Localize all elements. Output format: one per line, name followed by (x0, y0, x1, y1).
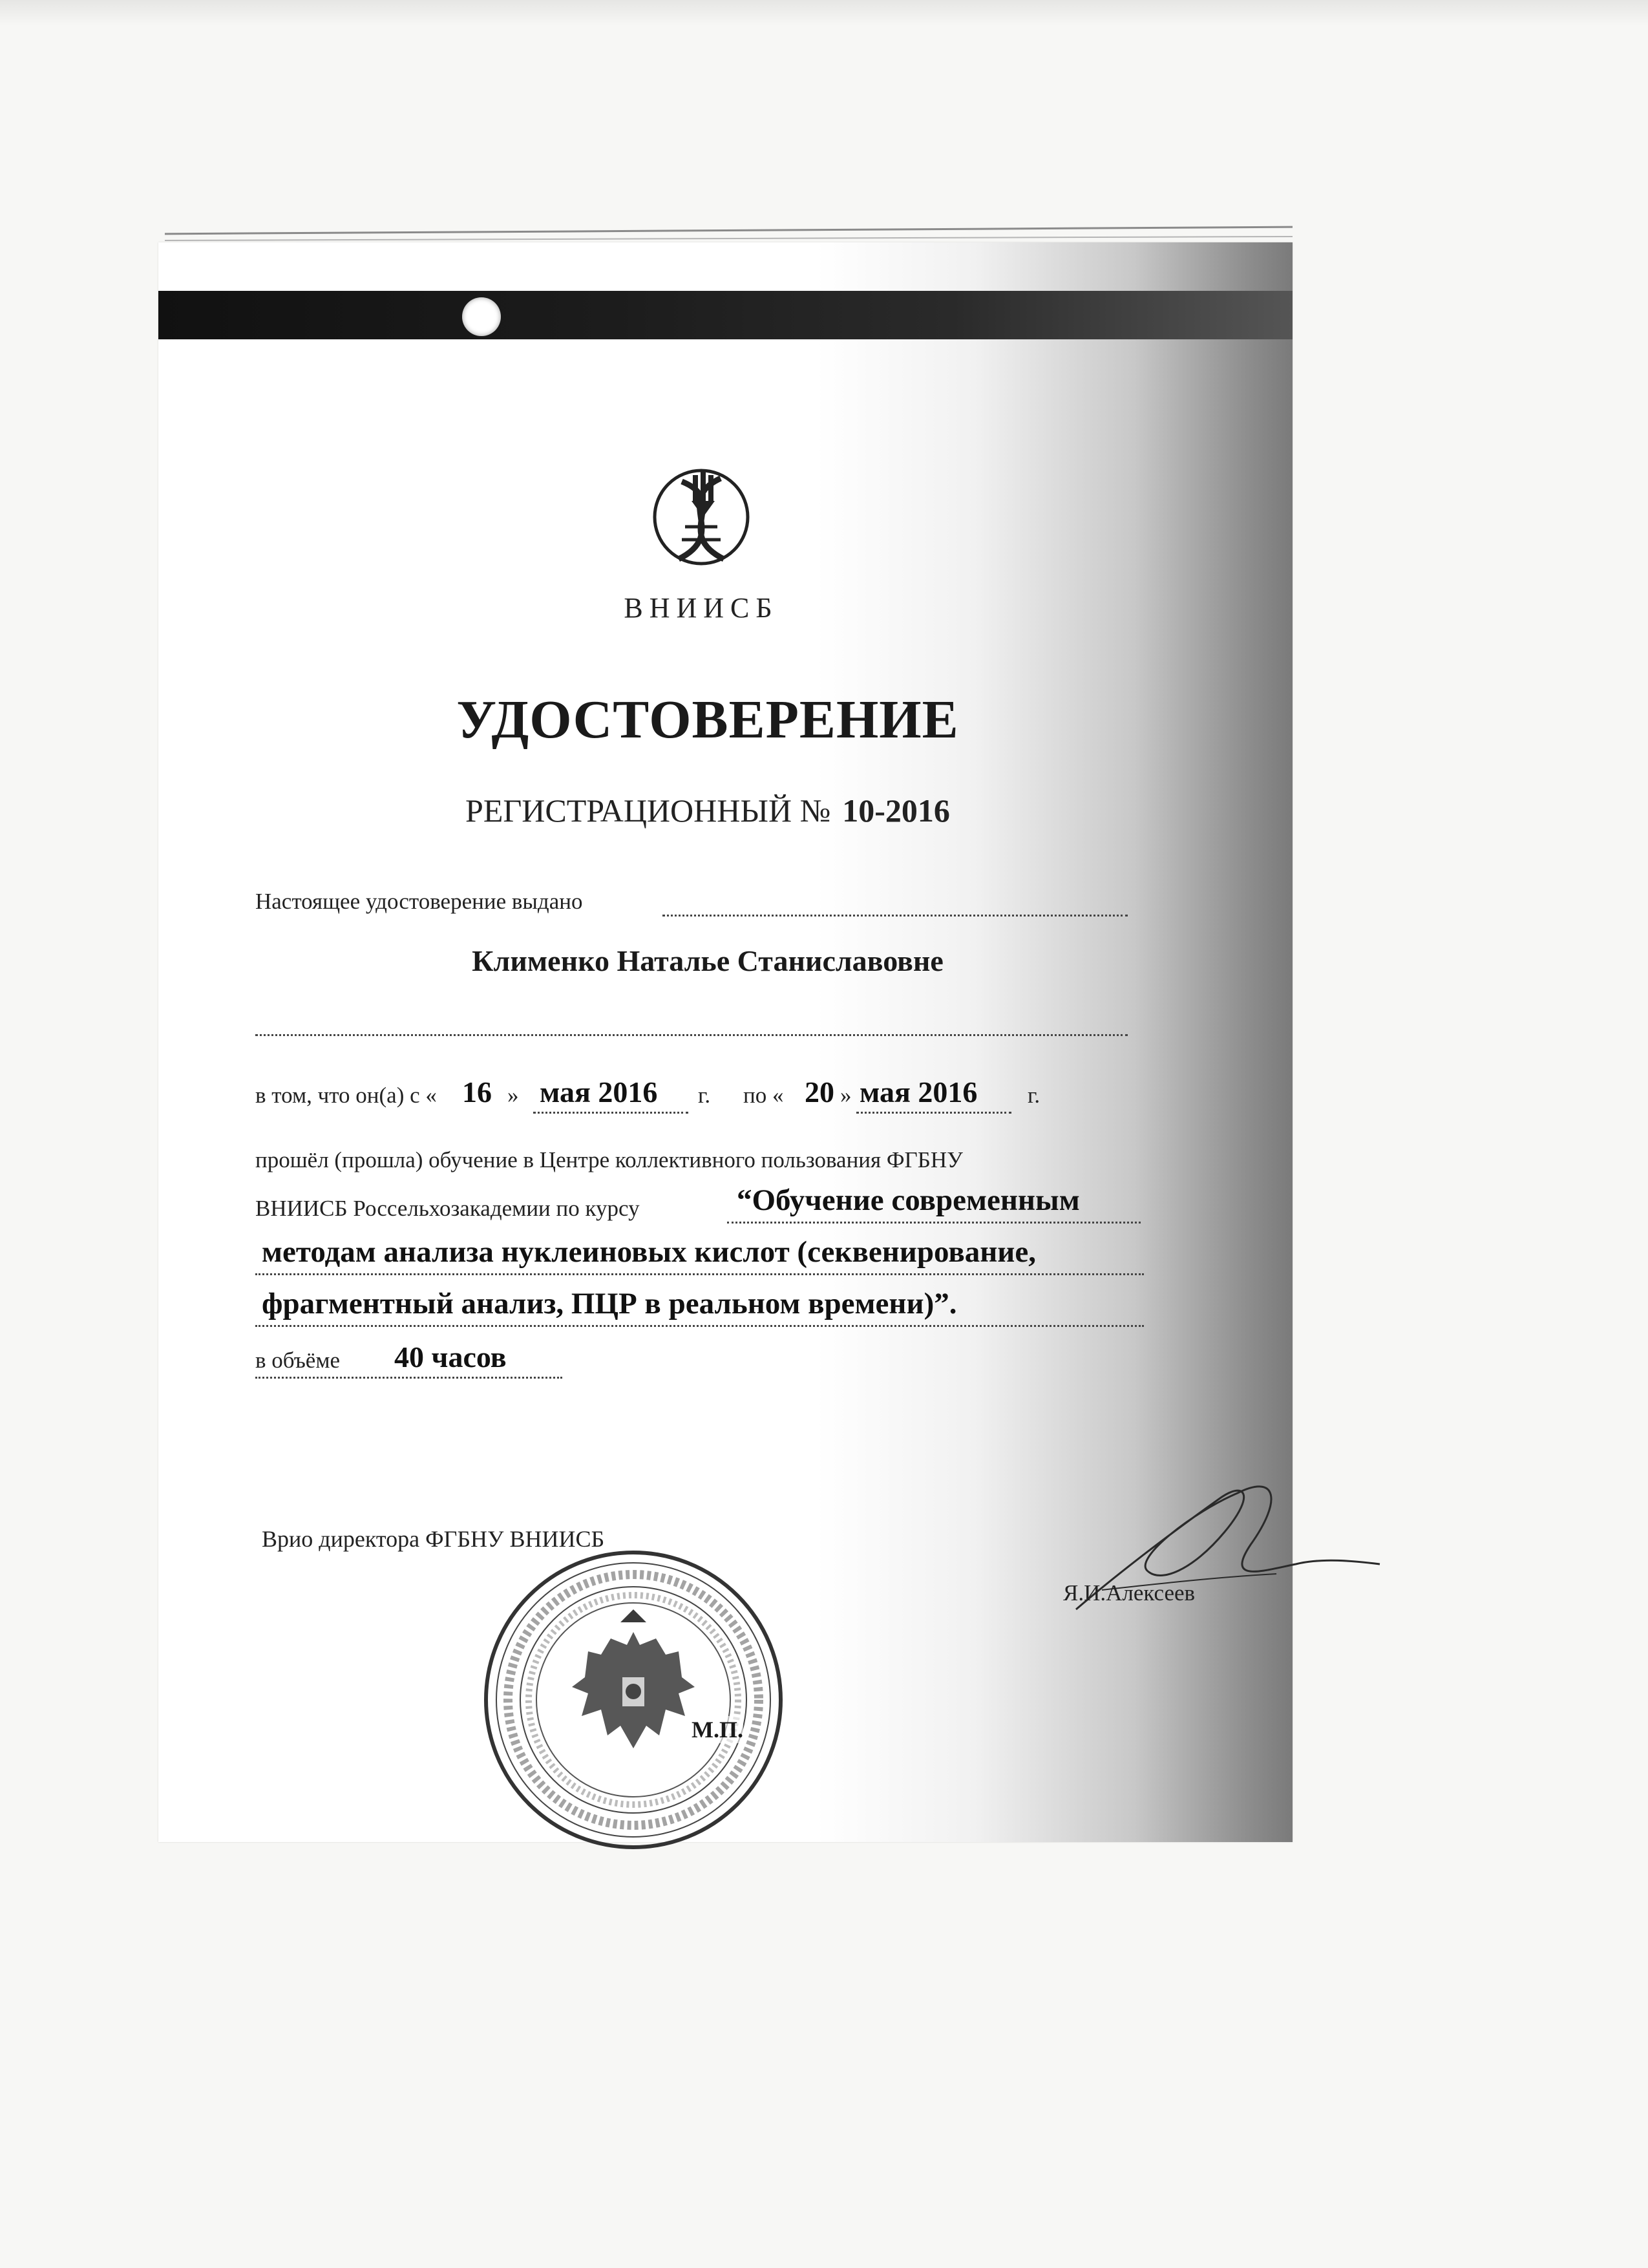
course-line-3: фрагментный анализ, ПЦР в реальном времени)”. (262, 1287, 957, 1320)
end-month-year: мая 2016 (860, 1076, 978, 1108)
registration-number: 10-2016 (842, 792, 950, 829)
start-date-underline (533, 1112, 688, 1114)
course-underline-3 (255, 1325, 1144, 1327)
period-middle: по « (743, 1083, 784, 1108)
certificate-sheet (158, 242, 1293, 1842)
scan-dark-band (158, 291, 1293, 339)
start-day-close-quote: » (507, 1083, 519, 1108)
issued-to-underline (662, 915, 1128, 917)
course-underline-1 (727, 1222, 1141, 1224)
period-prefix: в том, что он(а) с « (255, 1083, 437, 1108)
start-month-year: мая 2016 (540, 1076, 658, 1108)
signer-name: Я.И.Алексеев (1063, 1580, 1196, 1606)
end-day: 20 (805, 1076, 834, 1108)
end-year-suffix: г. (1028, 1083, 1041, 1108)
start-day: 16 (462, 1076, 492, 1108)
scan-top-shadow (0, 0, 1648, 26)
registration-line (417, 792, 998, 829)
end-date-underline (856, 1112, 1011, 1114)
document-title: УДОСТОВЕРЕНИЕ (456, 690, 959, 750)
punch-hole (462, 297, 501, 336)
handwritten-signature (1063, 1474, 1386, 1635)
course-underline-2 (255, 1273, 1144, 1275)
course-line-1: “Обучение современным (737, 1183, 1080, 1217)
volume-underline (255, 1377, 562, 1379)
registration-label: РЕГИСТРАЦИОННЫЙ № (465, 792, 831, 829)
course-line-2: методам анализа нуклеиновых кислот (секвенирование, (262, 1235, 1036, 1269)
name-underline (255, 1034, 1128, 1036)
volume-label: в объёме (255, 1348, 341, 1373)
official-seal-stamp (481, 1548, 785, 1852)
recipient-name: Клименко Наталье Станиславовне (472, 944, 944, 977)
stamp-mark: М.П. (692, 1717, 743, 1743)
organization-name: ВНИИСБ (624, 592, 779, 624)
volume-value: 40 часов (394, 1341, 507, 1373)
training-line-1: прошёл (прошла) обучение в Центре коллективного пользования ФГБНУ (255, 1147, 963, 1172)
vniisb-logo-icon (646, 462, 756, 578)
end-day-close-quote: » (840, 1083, 852, 1108)
start-year-suffix: г. (698, 1083, 711, 1108)
issued-to-label: Настоящее удостоверение выдано (255, 889, 583, 914)
director-title: Врио директора ФГБНУ ВНИИСБ (262, 1526, 605, 1552)
training-line-2: ВНИИСБ Россельхозакадемии по курсу (255, 1196, 640, 1221)
